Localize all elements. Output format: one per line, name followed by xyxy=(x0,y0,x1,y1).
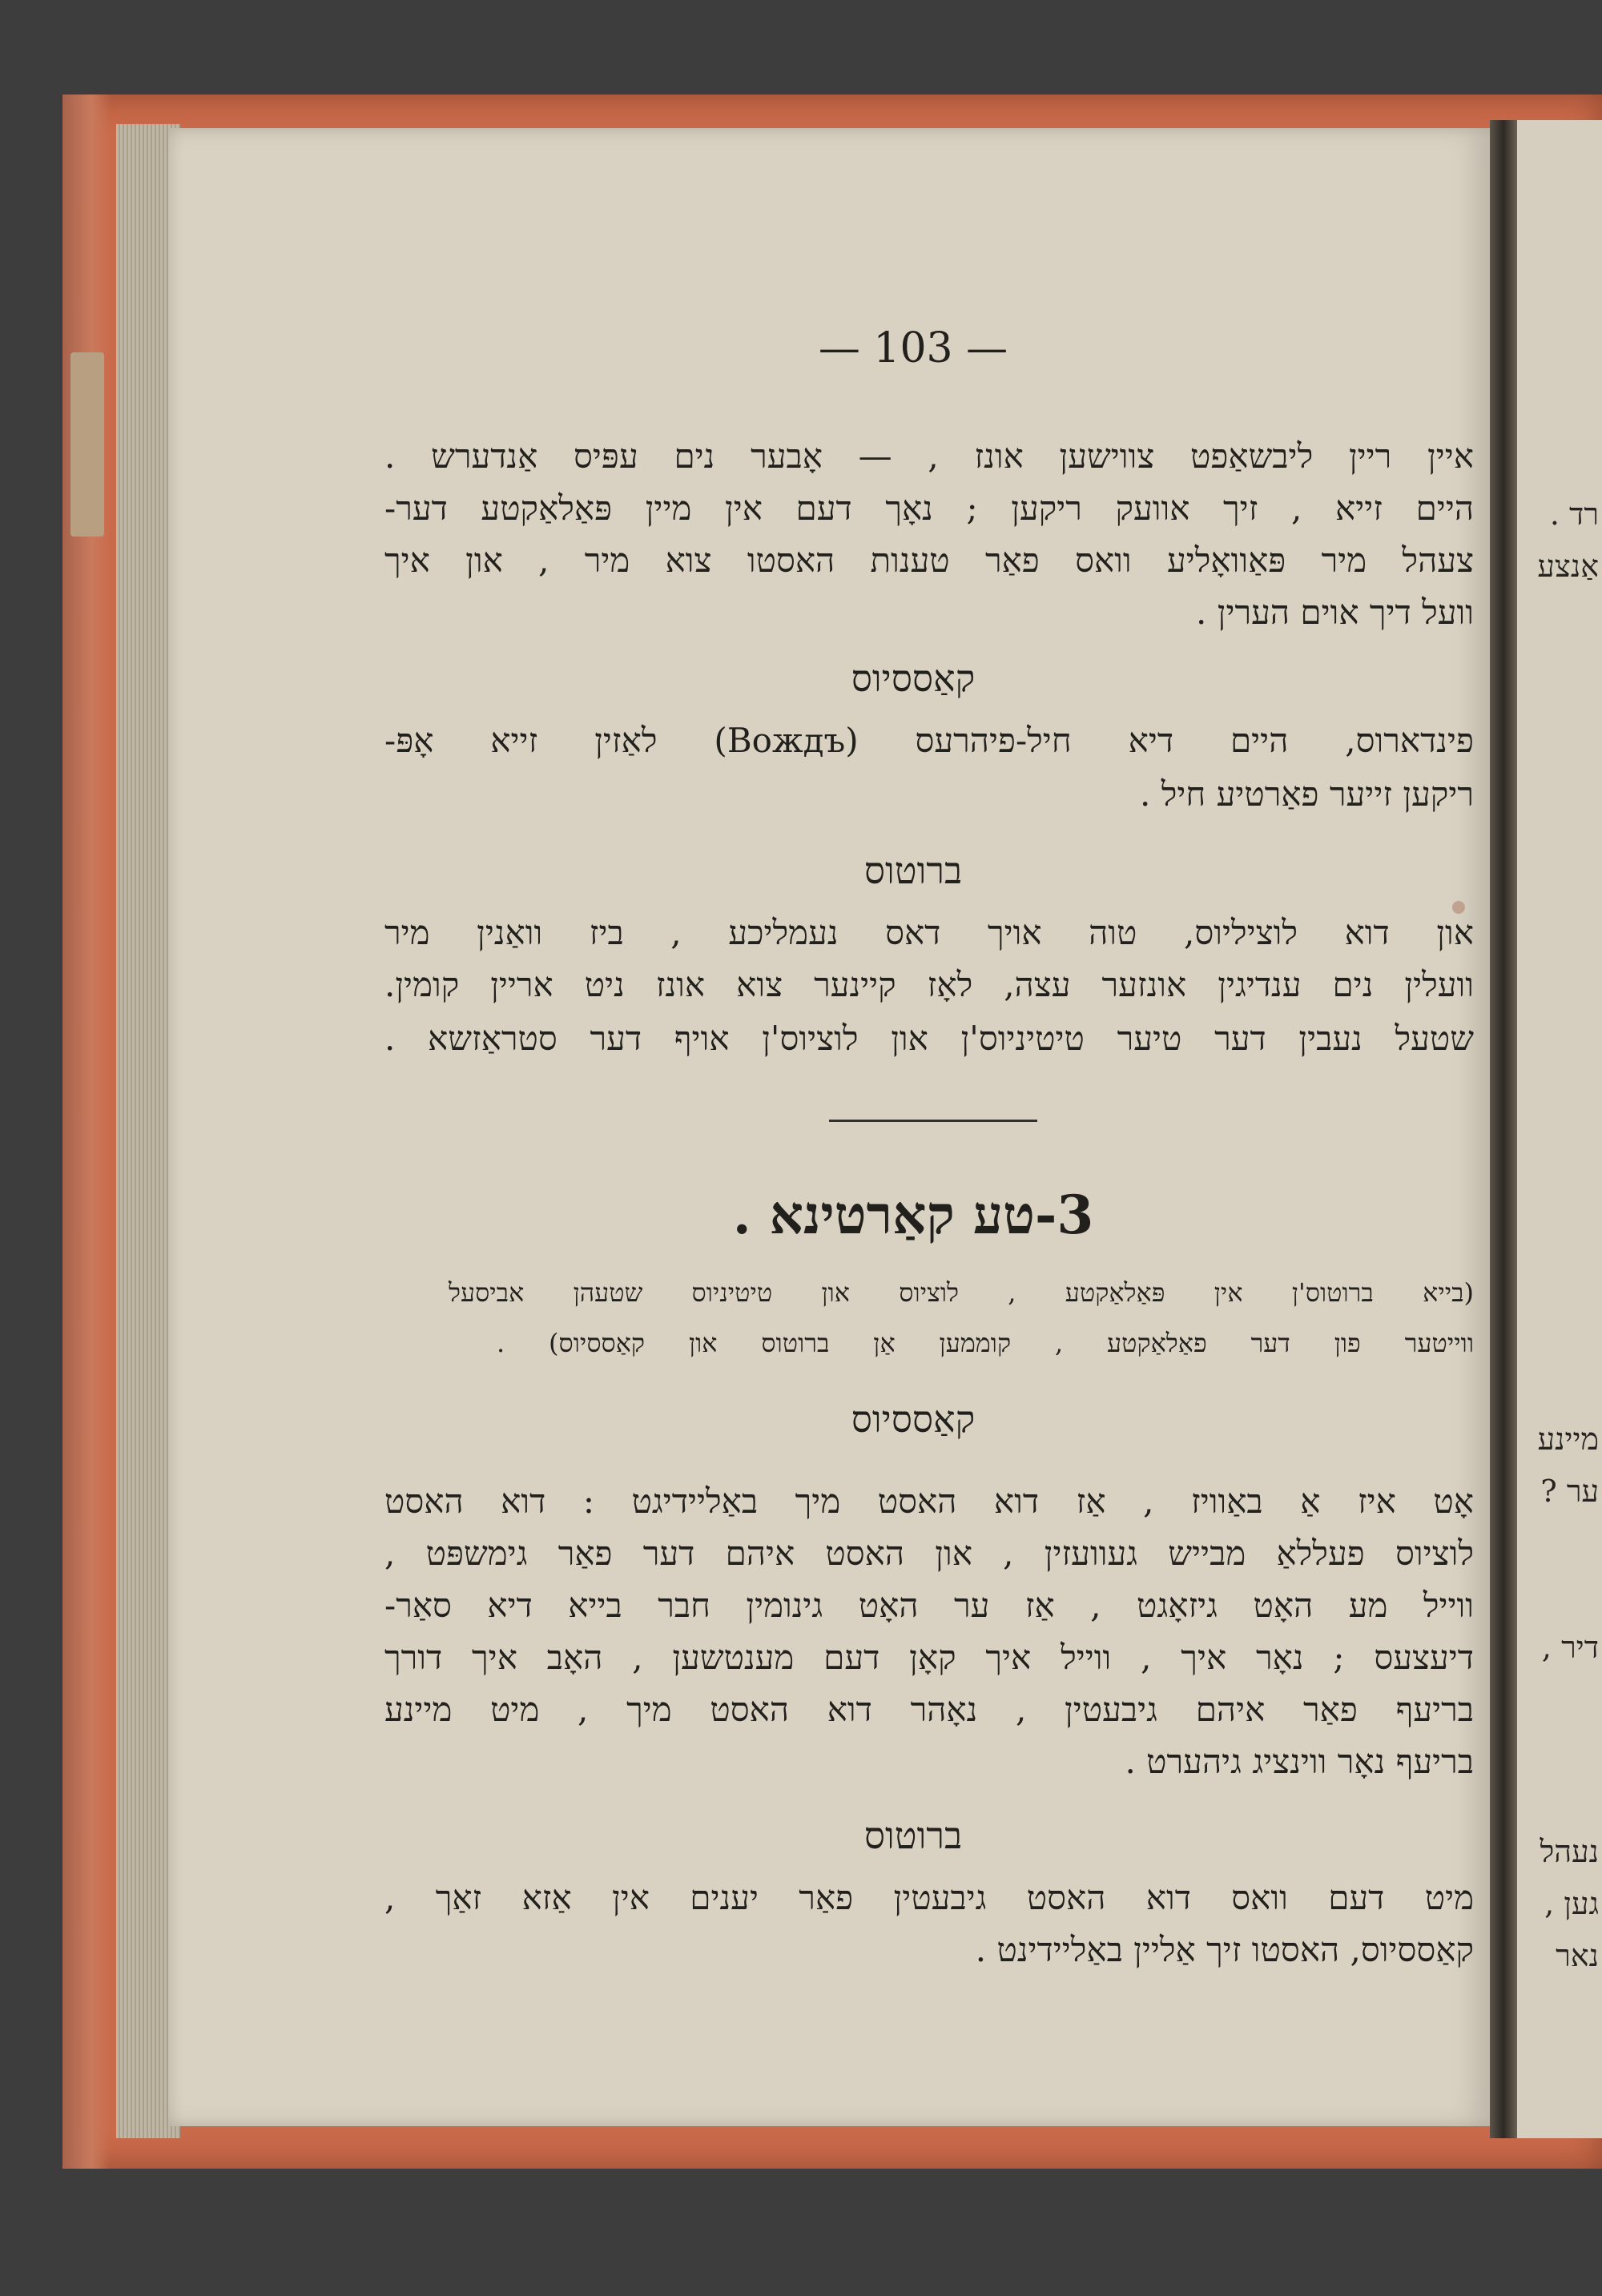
text-line: וועל דיך אוים הערין . xyxy=(1196,593,1474,632)
text-line: דיעצעס ; נאָר איך , ווייל איך קאָן דעם מענטשען , האָב איך דורך xyxy=(384,1638,1474,1677)
stage-direction-line: ווייטער פון דער פאַלאַקטע , קוממען אַן ברוטוס און קאַססיוס) . xyxy=(497,1328,1474,1358)
speaker-name: קאַססיוס xyxy=(851,657,976,700)
facing-fragment: דיר , xyxy=(1541,1630,1599,1665)
facing-page xyxy=(1517,120,1602,2138)
scene-heading: 3-טע קאַרטינא . xyxy=(732,1184,1094,1246)
facing-fragment: אַנצע xyxy=(1537,549,1599,584)
facing-fragment: מיינע xyxy=(1537,1421,1599,1457)
text-line: איין ריין ליבשאַפט צווישען אונז , — אָבער נים עפּיס אַנדערש . xyxy=(384,436,1474,476)
speaker-name: קאַססיוס xyxy=(851,1397,976,1441)
text-line: וועלין נים ענדיגין אונזער עצה, לאָז קיינער צוא אונז ניט אריין קומין. xyxy=(384,965,1474,1004)
page-number: — 103 — xyxy=(818,324,1008,372)
speaker-name: ברוטוס xyxy=(863,1814,963,1857)
facing-fragment: גען , xyxy=(1544,1886,1599,1921)
text-line: שטעל נעבין דער טיער טיטיניוס'ן און לוציוס'ן אויף דער סטראַזשא . xyxy=(384,1019,1474,1058)
facing-fragment: רד . xyxy=(1549,497,1599,532)
text-line: בריעף פאַר איהם גיבעטין , נאָהר דוא האסט מיך , מיט מיינע xyxy=(384,1690,1474,1729)
text-line: בריעף נאָר ווינציג גיהערט . xyxy=(1125,1742,1474,1781)
text-line: ווייל מע האָט גיזאָגט , אַז ער האָט גינומין חבר בייא דיא סאַר- xyxy=(384,1586,1474,1625)
facing-fragment: נעהל xyxy=(1540,1834,1599,1869)
text-line: און דוא לוציליוס, טוה אויך דאס נעמליכע , ביז וואַנין מיר xyxy=(384,913,1474,952)
book-gutter xyxy=(1490,120,1517,2138)
text-line: פינדארוס, היים דיא חיל-פיהרעס (Вождъ) לאַזין זייא אָפּ- xyxy=(384,721,1474,760)
facing-fragment: ער ? xyxy=(1540,1474,1599,1509)
stage-direction-line: (בייא ברוטוס'ן אין פּאַלאַקטע , לוציוס און טיטיניוס שטעהן אביסעל xyxy=(449,1277,1474,1308)
text-line: קאַססיוס, האסטו זיך אַליין באַליידינט . xyxy=(975,1930,1474,1969)
paper-stain xyxy=(1452,901,1465,914)
text-line: לוציוס פעללאַ מבייש געוועזין , און האסט איהם דער פאַר גימשפּט , xyxy=(384,1534,1474,1573)
text-line: ריקען זייער פאַרטיע חיל . xyxy=(1140,774,1474,814)
text-line: מיט דעם וואס דוא האסט גיבעטין פאַר יענים אין אַזא זאַך , xyxy=(384,1878,1474,1917)
text-line: היים זייא , זיך אוועק ריקען ; נאָך דעם אין מיין פּאַלאַקטע דער- xyxy=(384,489,1474,528)
speaker-name: ברוטוס xyxy=(863,849,963,892)
facing-fragment: נאר xyxy=(1556,1938,1599,1973)
section-divider xyxy=(829,1120,1037,1122)
text-line: צעהל מיר פּאַוואָליע וואס פאַר טענות האסטו צוא מיר , און איך xyxy=(384,541,1474,580)
text-line: אָט איז אַ באַוויז , אַז דוא האסט מיך באַליידיגט : דוא האסט xyxy=(384,1482,1474,1521)
spine-tab xyxy=(70,352,104,537)
